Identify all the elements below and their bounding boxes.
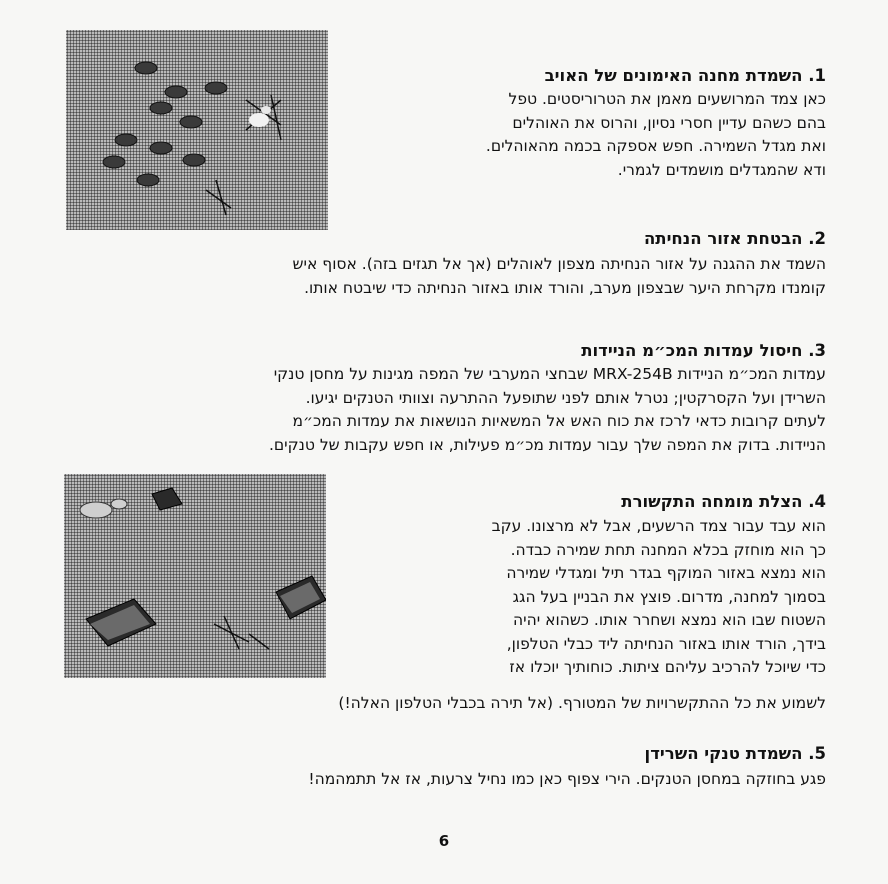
section-3-line: לעתים קרובות כדאי לרכז את כוח האש אל המשאיות הנושאות את עמדות המכ״מ [292, 412, 826, 430]
section-3-line: עמדות המכ״מ הניידות MRX-254B שבחצי המערבי של המפה מגינות על מחסן טנקי [273, 365, 826, 383]
section-4-line: השטוח שבו הוא נמצא ושחרר אותו. כשהוא יהיה [513, 611, 826, 629]
section-2-line: קומנדו מקרחת היער שבצפון מערב, והורד אותו באזור הנחיתה כדי שיבטח אותו. [304, 278, 826, 297]
training-camp-screenshot [66, 30, 328, 230]
section-5-body [308, 768, 826, 792]
section-4-line: כך הוא מוחזק בכלא המחנה תחת שמירה כבדה. [510, 540, 826, 559]
section-3-body [269, 363, 826, 457]
compound-screenshot [64, 474, 326, 678]
section-1-line: ודא שהמגדלים מושמדים לגמרי. [617, 160, 826, 179]
section-2-title: 2. הבטחת אזור הנחיתה [643, 229, 826, 248]
section-3-line: השרידן ועל הקסרקטין; נטרל אותם לפני שתופעל ההתרעה וצוותי הטנקים יגיעו. [305, 388, 826, 407]
section-3-title: 3. חיסול עמדות המכ״מ הניידות [581, 341, 826, 360]
section-4-line: הוא נמצא באזור המוקף בגדר תיל ומגדלי שמירה [506, 564, 826, 582]
page-number: 6 [438, 832, 450, 850]
section-5-line: פגע בחוזקה במחסן הטנקים. הירי צפוף כאן כמו נחיל צרעות, אז אל תתמהמה! [308, 770, 826, 788]
compound-illustration [64, 474, 326, 678]
section-4-line: בידך, הורד אותו באזור הנחיתה ליד כבלי הטלפון, [506, 634, 826, 653]
section-1-body [486, 88, 826, 182]
training-camp-illustration [66, 30, 328, 230]
section-1-line: כאן צמד המרושעים מאמן את הטרוריסטים. טפל [508, 90, 826, 108]
section-4-title: 4. הצלת מומחה התקשורת [621, 492, 826, 511]
section-1-line: ואת מגדל השמירה. חפש אספקה בכמה מהאוהלים. [485, 137, 826, 155]
section-4-line: הוא עבד עבור צמד הרשעים, אבל לא מרצונו. עקב [491, 517, 826, 535]
section-4-wide-line: לשמוע את כל ההתקשרויות של המטורף. (אל תירה בכבלי הטלפון האלה!) [338, 694, 826, 712]
section-1-title: 1. השמדת מחנה האימונים של האויב [544, 66, 826, 85]
section-4-line: כדי שיוכל להרכיב עליהם ציתות. כוחותיך יוכלו אז [509, 658, 826, 676]
section-3-line: הניידות. בדוק את המפה שלך עבור עמדות מכ״מ פעילות, או חפש עקבות של טנקים. [268, 435, 826, 454]
section-5-title: 5. השמדת טנקי השרידן [644, 744, 826, 763]
section-4-line: בסמוך למחנה, מדרום. פוצץ את הבניין בעל הגג [512, 587, 826, 606]
section-2-body [293, 253, 826, 300]
section-4-body [492, 515, 826, 680]
section-2-line: השמד את ההגנה על אזור הנחיתה מצפון לאוהלים (אך אל תגזים בזה). אסוף איש [292, 255, 826, 273]
section-1-line: בהם כשהם עדיין חסרי נסיון, והרוס את האוהלים [512, 113, 826, 132]
